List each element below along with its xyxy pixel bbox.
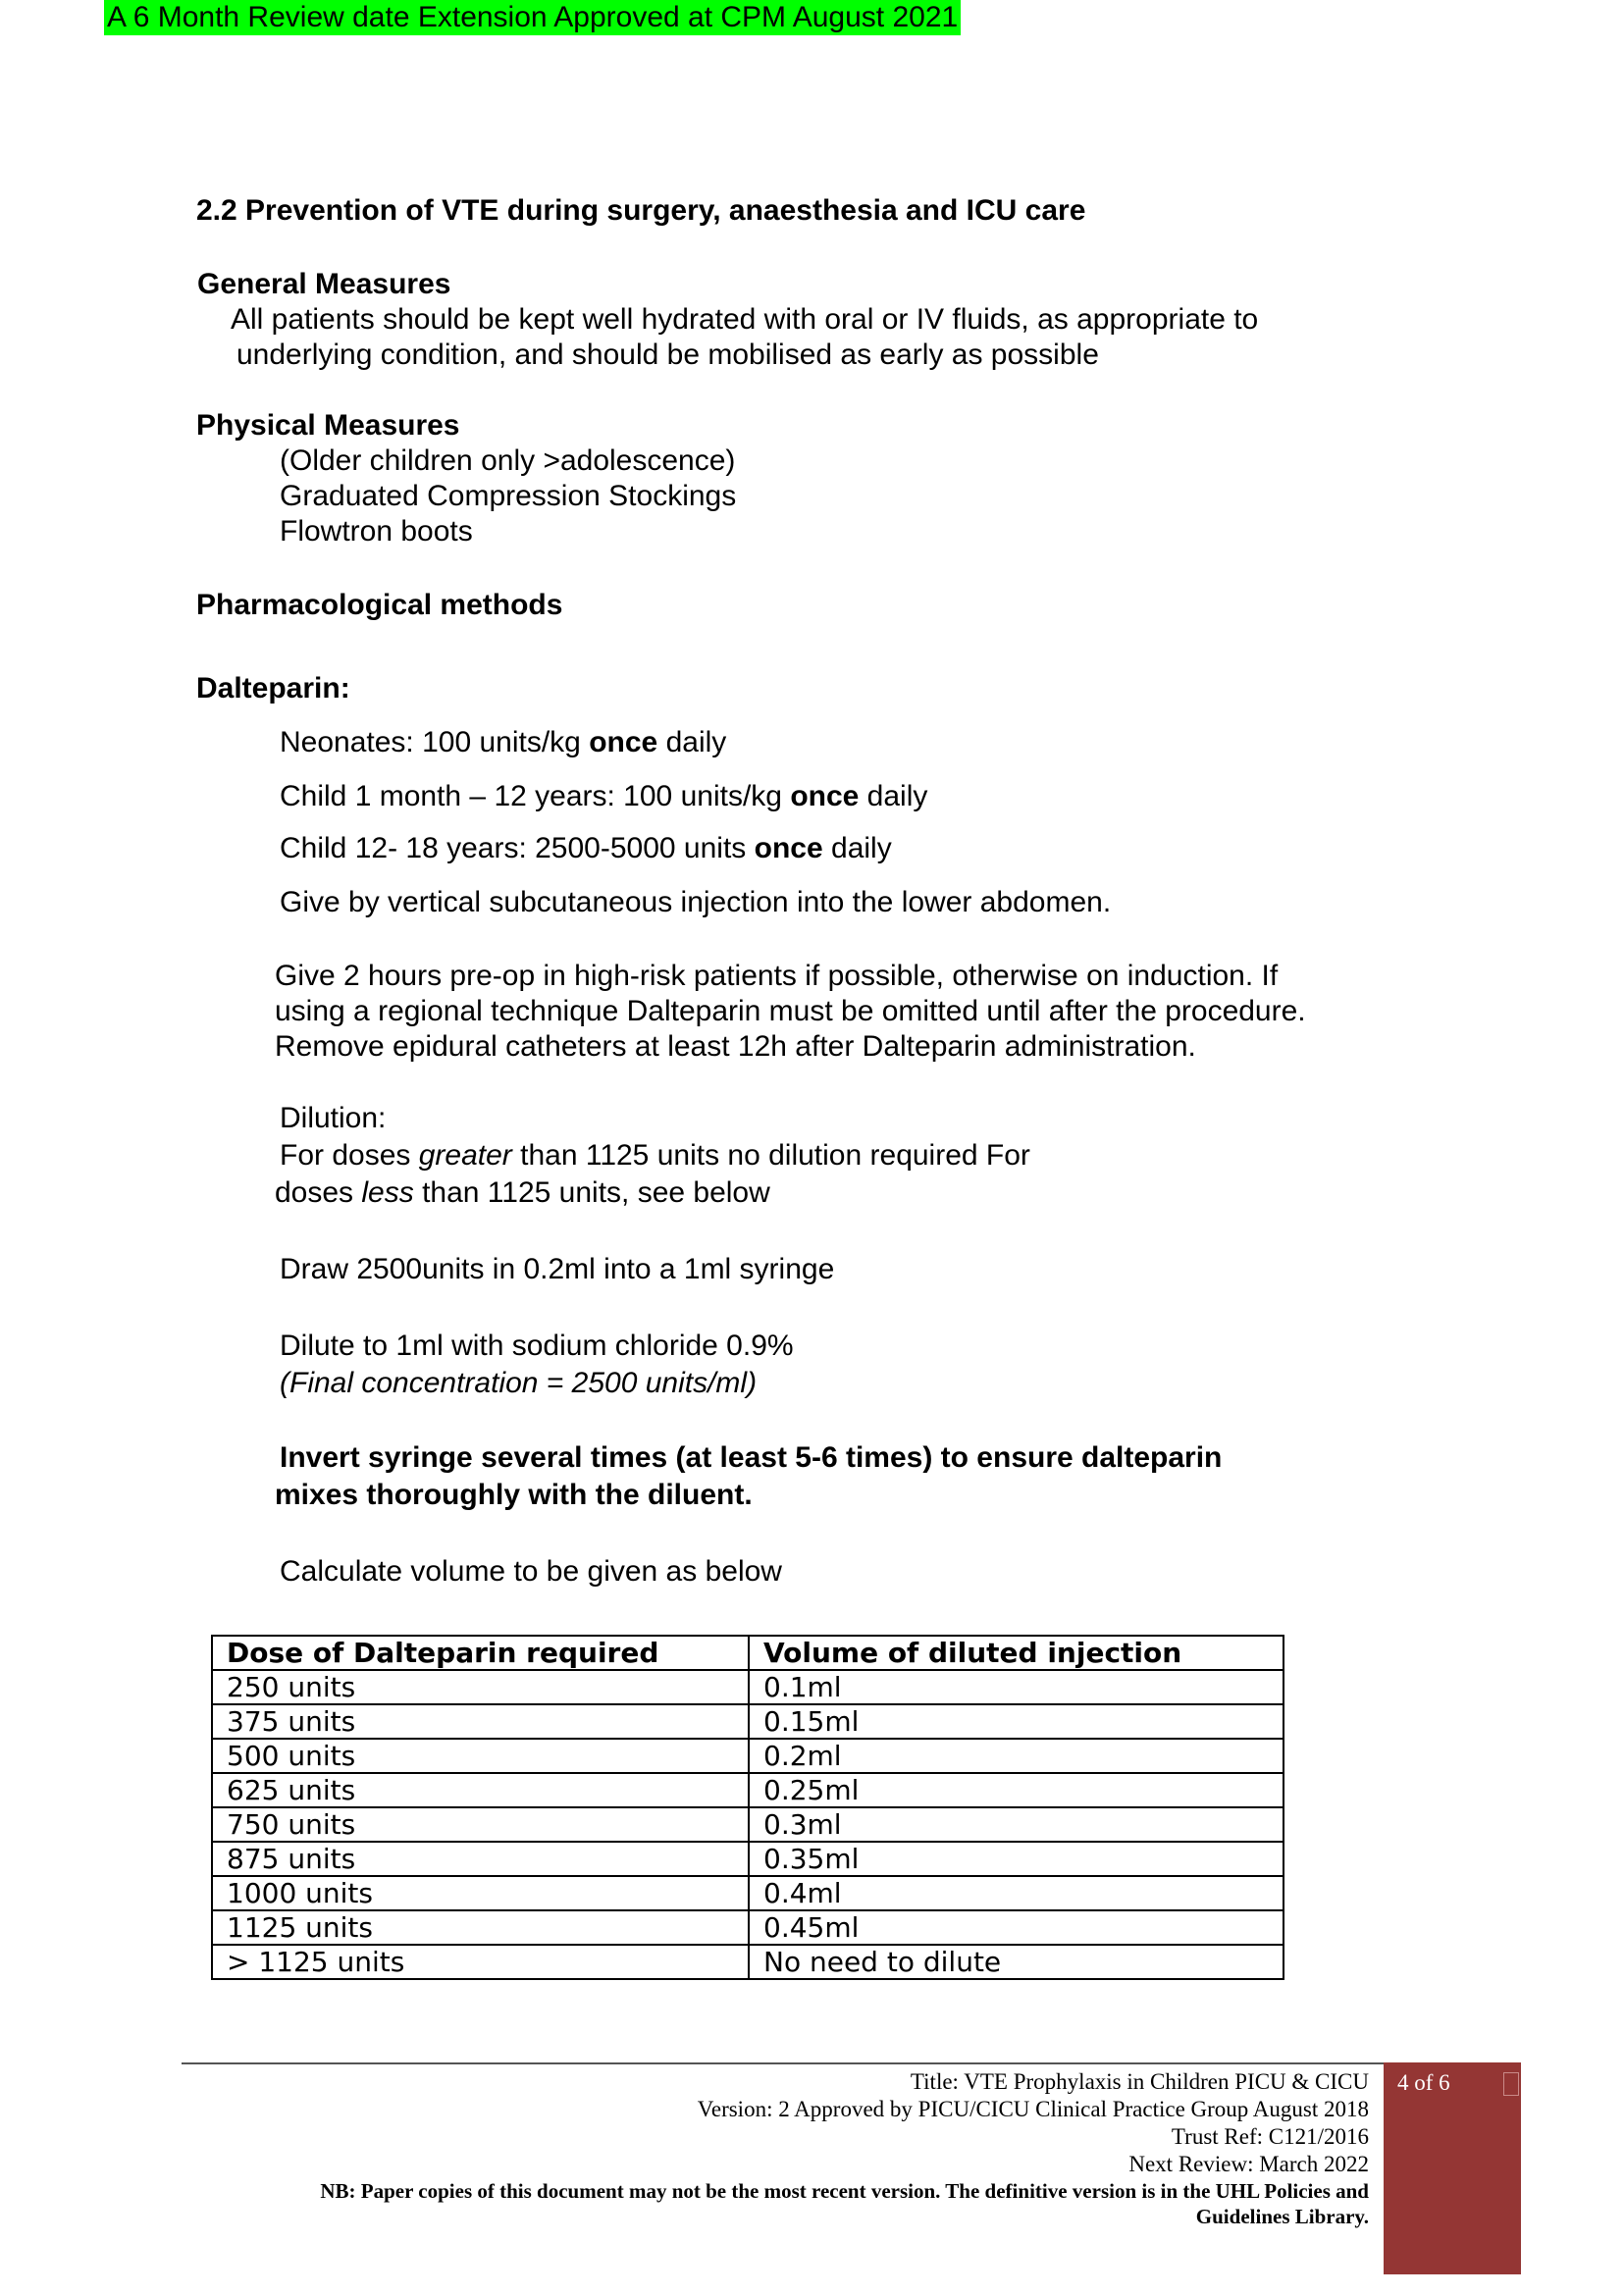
dose-cell: 750 units bbox=[212, 1807, 749, 1842]
timing-line: Give 2 hours pre-op in high-risk patients if possible, otherwise on induction. If bbox=[275, 960, 1279, 992]
dose-cell: 500 units bbox=[212, 1739, 749, 1773]
timing-line: Remove epidural catheters at least 12h after Dalteparin administration. bbox=[275, 1030, 1196, 1063]
footer-nb-line-1: NB: Paper copies of this document may not be the most recent version. The definitive version is in the UHL Policies and bbox=[320, 2179, 1369, 2203]
table-header-volume: Volume of diluted injection bbox=[749, 1636, 1283, 1670]
general-measures-line-1: All patients should be kept well hydrated with oral or IV fluids, as appropriate to bbox=[231, 303, 1259, 336]
dose-child-1m-12y: Child 1 month – 12 years: 100 units/kg once daily bbox=[280, 780, 928, 812]
footer-title: Title: VTE Prophylaxis in Children PICU & CICU bbox=[910, 2069, 1369, 2094]
dilution-line-2: doses less than 1125 units, see below bbox=[275, 1176, 770, 1209]
dose-neonates: Neonates: 100 units/kg once daily bbox=[280, 726, 727, 758]
dalteparin-heading: Dalteparin: bbox=[196, 672, 350, 704]
page-box-marker bbox=[1503, 2072, 1519, 2096]
dilution-label: Dilution: bbox=[280, 1102, 387, 1134]
general-measures-line-2: underlying condition, and should be mobilised as early as possible bbox=[236, 339, 1099, 371]
footer-version: Version: 2 Approved by PICU/CICU Clinical Practice Group August 2018 bbox=[697, 2097, 1369, 2121]
timing-line: using a regional technique Dalteparin must be omitted until after the procedure. bbox=[275, 995, 1306, 1027]
invert-instruction-2: mixes thoroughly with the diluent. bbox=[275, 1479, 753, 1511]
table-row bbox=[212, 1739, 1283, 1773]
footer-nb-line-2: Guidelines Library. bbox=[1195, 2205, 1369, 2228]
volume-cell: 0.15ml bbox=[749, 1704, 1283, 1739]
pharmacological-heading: Pharmacological methods bbox=[196, 589, 563, 621]
table-row bbox=[212, 1876, 1283, 1910]
table-row bbox=[212, 1773, 1283, 1807]
table-row bbox=[212, 1910, 1283, 1945]
volume-cell: 0.3ml bbox=[749, 1807, 1283, 1842]
page-number-box bbox=[1384, 2062, 1521, 2274]
dilution-volume-table bbox=[211, 1635, 1284, 1980]
volume-cell: 0.35ml bbox=[749, 1842, 1283, 1876]
footer-trust-ref: Trust Ref: C121/2016 bbox=[1171, 2124, 1369, 2149]
table-row bbox=[212, 1670, 1283, 1704]
draw-instruction: Draw 2500units in 0.2ml into a 1ml syringe bbox=[280, 1253, 835, 1285]
dilution-line-1: For doses greater than 1125 units no dilution required For bbox=[280, 1139, 1030, 1172]
table-row bbox=[212, 1704, 1283, 1739]
physical-measures-heading: Physical Measures bbox=[196, 409, 460, 442]
route-instruction: Give by vertical subcutaneous injection into the lower abdomen. bbox=[280, 886, 1112, 918]
final-concentration: (Final concentration = 2500 units/ml) bbox=[280, 1367, 758, 1399]
physical-measures-item: Flowtron boots bbox=[280, 515, 473, 548]
table-header-dose: Dose of Dalteparin required bbox=[212, 1636, 749, 1670]
dose-child-12-18y: Child 12- 18 years: 2500-5000 units once daily bbox=[280, 832, 892, 864]
volume-cell: No need to dilute bbox=[749, 1945, 1283, 1979]
dose-cell: > 1125 units bbox=[212, 1945, 749, 1979]
page-number: 4 of 6 bbox=[1397, 2070, 1450, 2095]
general-measures-heading: General Measures bbox=[197, 268, 451, 300]
table-header-row bbox=[212, 1636, 1283, 1670]
footer-next-review: Next Review: March 2022 bbox=[1128, 2152, 1369, 2176]
footer-divider bbox=[182, 2062, 1521, 2064]
volume-cell: 0.4ml bbox=[749, 1876, 1283, 1910]
dilute-instruction: Dilute to 1ml with sodium chloride 0.9% bbox=[280, 1330, 794, 1362]
volume-cell: 0.2ml bbox=[749, 1739, 1283, 1773]
dose-cell: 625 units bbox=[212, 1773, 749, 1807]
volume-cell: 0.1ml bbox=[749, 1670, 1283, 1704]
section-title: 2.2 Prevention of VTE during surgery, anaesthesia and ICU care bbox=[196, 194, 1086, 227]
dose-cell: 250 units bbox=[212, 1670, 749, 1704]
dose-cell: 1000 units bbox=[212, 1876, 749, 1910]
table-row bbox=[212, 1945, 1283, 1979]
physical-measures-item: (Older children only >adolescence) bbox=[280, 444, 736, 477]
volume-cell: 0.25ml bbox=[749, 1773, 1283, 1807]
physical-measures-item: Graduated Compression Stockings bbox=[280, 480, 737, 512]
volume-cell: 0.45ml bbox=[749, 1910, 1283, 1945]
invert-instruction-1: Invert syringe several times (at least 5-6 times) to ensure dalteparin bbox=[280, 1441, 1223, 1474]
calculate-instruction: Calculate volume to be given as below bbox=[280, 1555, 782, 1588]
review-extension-banner: A 6 Month Review date Extension Approved at CPM August 2021 bbox=[104, 0, 961, 35]
table-row bbox=[212, 1842, 1283, 1876]
table-row bbox=[212, 1807, 1283, 1842]
dose-cell: 1125 units bbox=[212, 1910, 749, 1945]
document-footer bbox=[320, 2068, 1369, 2229]
dose-cell: 375 units bbox=[212, 1704, 749, 1739]
dose-cell: 875 units bbox=[212, 1842, 749, 1876]
